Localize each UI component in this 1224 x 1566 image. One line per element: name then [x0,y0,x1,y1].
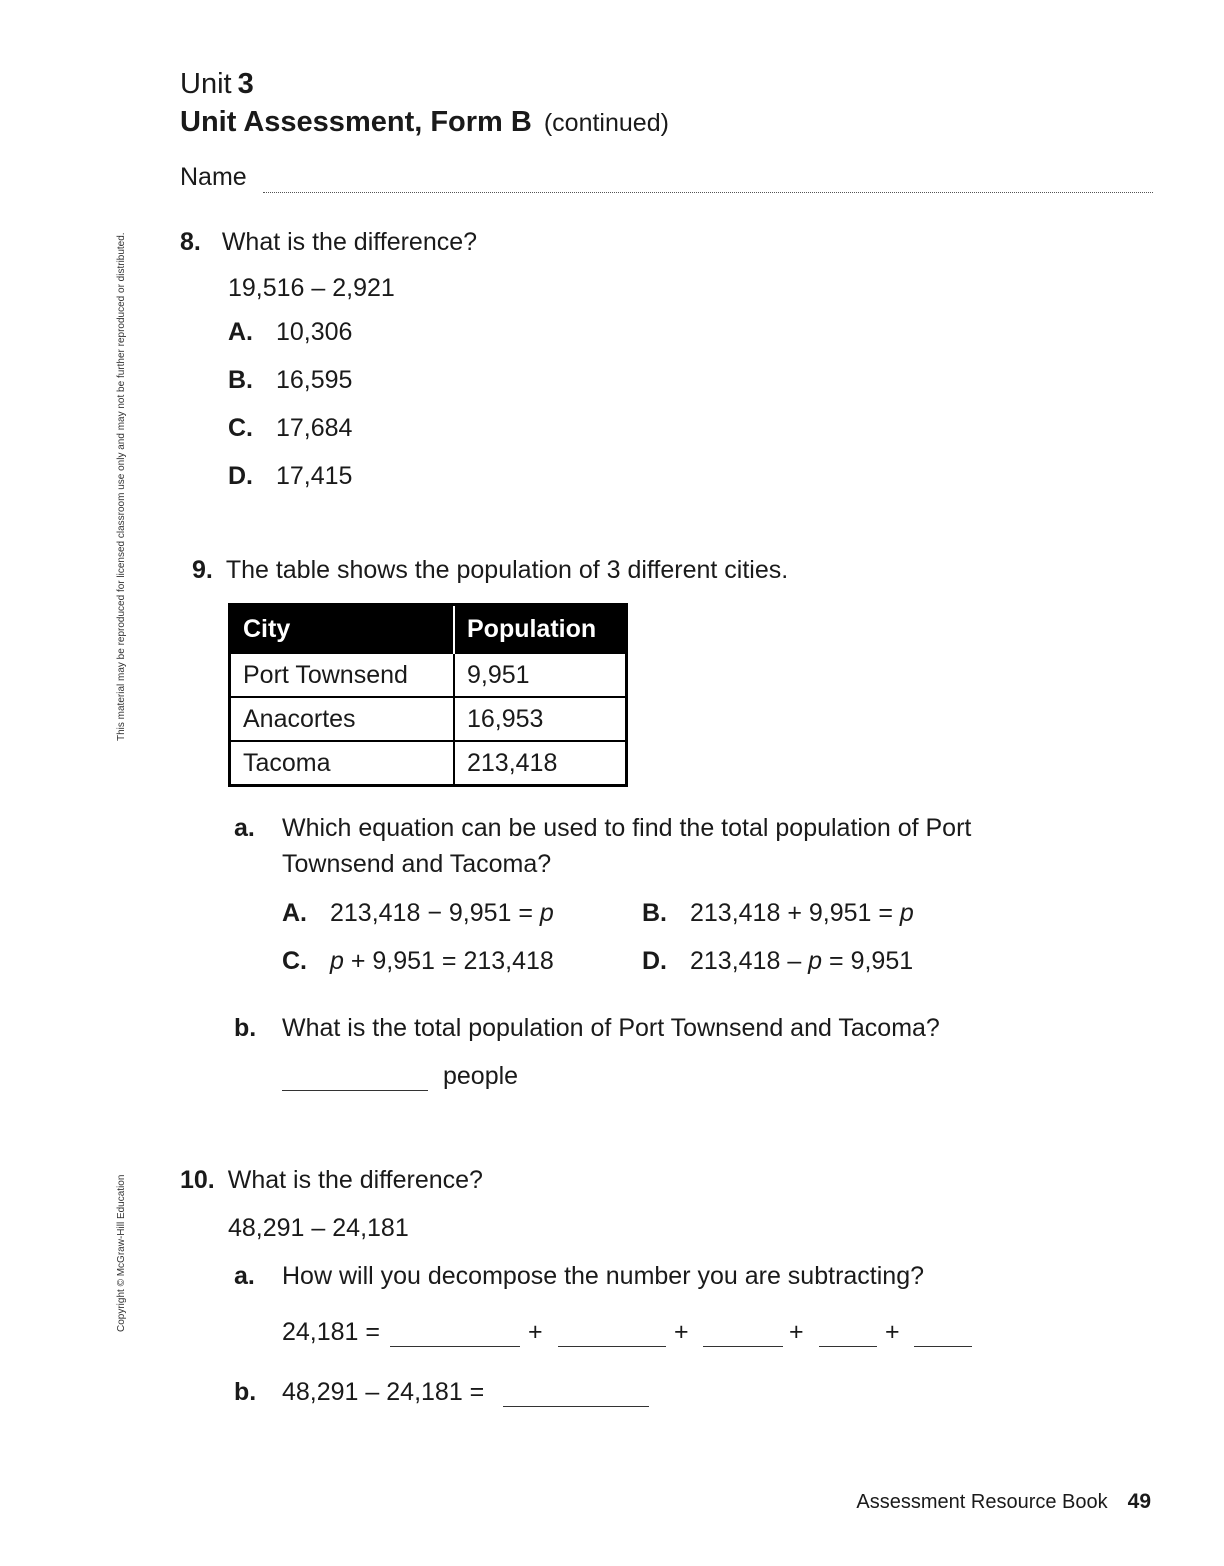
page-footer [856,1490,1151,1514]
option-text: 16,595 [276,366,353,394]
option-letter: B. [642,899,667,927]
table-cell-population: 16,953 [454,697,627,741]
name-label: Name [180,163,247,191]
q8-prompt [180,228,477,257]
option-letter: B. [228,366,253,394]
copyright-notice: Copyright © McGraw-Hill Education [116,1174,127,1332]
table-header-population: Population [454,605,627,654]
page-number: 49 [1127,1490,1151,1513]
plus-sign: + [528,1318,543,1346]
option-text: 213,418 − 9,951 = [330,899,540,927]
q8-option-d[interactable] [228,462,352,491]
q9b-letter: b. [234,1014,257,1042]
page-title [180,106,669,139]
table-header-row [230,605,627,654]
population-table [228,603,628,787]
table-row [230,697,627,741]
unit-label: Unit [180,68,232,100]
decompose-blank-2[interactable] [558,1346,666,1347]
q9b-prompt: What is the total population of Port Townsend and Tacoma? [282,1014,940,1042]
table-cell-city: Tacoma [230,741,455,786]
decompose-blank-1[interactable] [390,1346,520,1347]
unit-number: 3 [237,68,254,100]
q9-text: The table shows the population of 3 different cities. [225,556,789,584]
option-letter: D. [642,947,667,975]
license-notice: This material may be reproduced for licensed classroom use only and may not be further reproduced or distributed. [116,232,127,741]
option-text: 17,415 [276,462,353,490]
q10-number: 10. [180,1166,215,1194]
q8-option-c[interactable] [228,414,352,443]
q8-option-b[interactable] [228,366,352,395]
variable-p: p [330,947,344,975]
name-field[interactable] [263,192,1153,193]
q9b-unit: people [443,1062,519,1090]
q9-number: 9. [192,556,213,584]
decompose-blank-4[interactable] [819,1346,877,1347]
option-text: + 9,951 = 213,418 [343,947,554,975]
q10b-letter-wrap [234,1378,256,1407]
q10b-answer-field[interactable] [503,1406,649,1407]
q10b-letter: b. [234,1378,257,1406]
option-letter: C. [282,947,307,975]
q9a-prompt-line1: Which equation can be used to find the total population of Port [282,814,972,842]
book-title: Assessment Resource Book [856,1491,1108,1513]
q8-text: What is the difference? [221,228,478,256]
option-letter: A. [228,318,253,346]
q10b-lhs: 48,291 – 24,181 = [282,1378,485,1406]
q10a-letter-wrap [234,1262,255,1291]
option-letter: C. [228,414,253,442]
q8-option-a[interactable] [228,318,352,347]
table-row [230,653,627,697]
q9a-option-b[interactable] [642,899,914,928]
table-cell-city: Port Townsend [230,653,455,697]
q9a-option-c[interactable] [282,947,554,976]
q10-expression: 48,291 – 24,181 [228,1214,409,1242]
q9-prompt [192,556,788,585]
table-cell-city: Anacortes [230,697,455,741]
option-letter: D. [228,462,253,490]
option-text: 213,418 + 9,951 = [690,899,900,927]
table-header-city: City [230,605,455,654]
variable-p: p [539,899,554,927]
variable-p: p [808,947,823,975]
q9a-option-d[interactable] [642,947,913,976]
q10-text: What is the difference? [227,1166,483,1194]
q10a-letter: a. [234,1262,255,1290]
q9b-answer-field[interactable] [282,1090,428,1091]
plus-sign: + [789,1318,804,1346]
variable-p: p [899,899,914,927]
continued-note: (continued) [543,109,669,137]
q9a-prompt-line2: Townsend and Tacoma? [282,850,552,878]
plus-sign: + [885,1318,900,1346]
table-cell-population: 9,951 [454,653,627,697]
unit-heading [180,68,254,101]
option-text: 10,306 [276,318,353,346]
option-text: = 9,951 [822,947,914,975]
q9a-letter: a. [234,814,255,842]
q9b-letter-wrap [234,1014,256,1043]
option-text: 17,684 [276,414,353,442]
decompose-blank-5[interactable] [914,1346,972,1347]
q10-prompt [180,1166,483,1195]
plus-sign: + [674,1318,689,1346]
table-cell-population: 213,418 [454,741,627,786]
title-text: Unit Assessment, Form B [180,106,532,138]
decompose-blank-3[interactable] [703,1346,783,1347]
q9a-letter-wrap [234,814,255,843]
q9a-option-a[interactable] [282,899,554,928]
q10a-prompt: How will you decompose the number you are subtracting? [282,1262,925,1290]
q10a-lhs: 24,181 = [282,1318,381,1346]
option-letter: A. [282,899,307,927]
q8-number: 8. [180,228,201,256]
option-text: 213,418 – [690,947,809,975]
q8-expression: 19,516 – 2,921 [228,274,395,302]
table-row [230,741,627,786]
